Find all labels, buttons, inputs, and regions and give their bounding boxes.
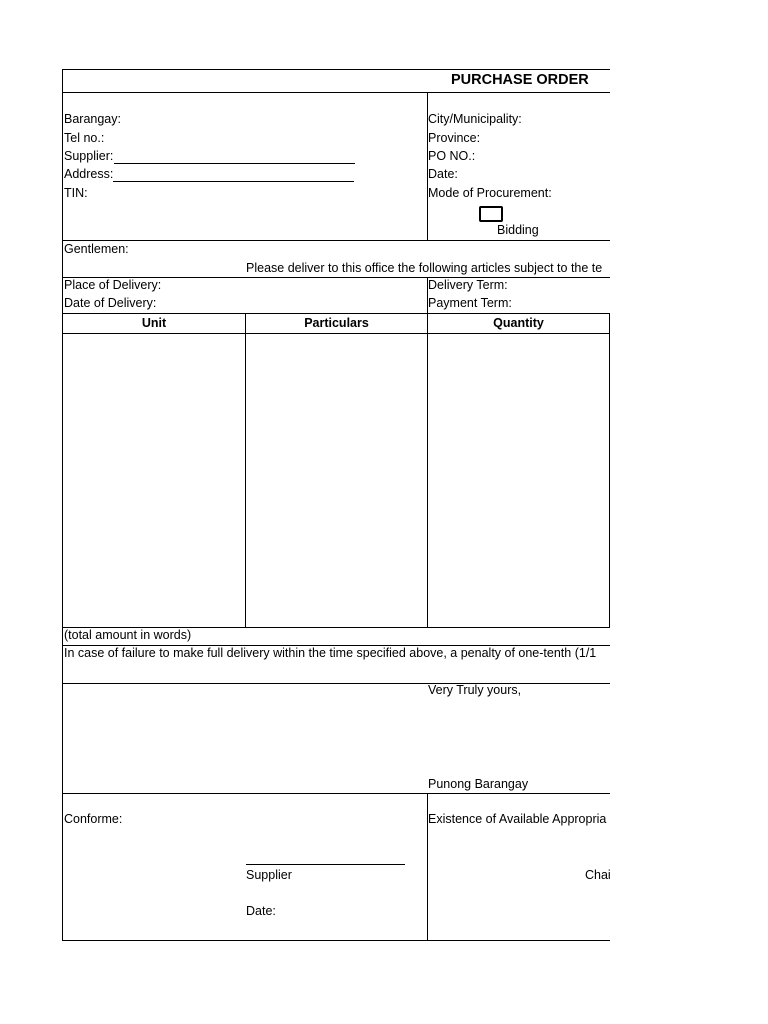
tel-label: Tel no.:	[64, 131, 105, 145]
total-amount-words-label: (total amount in words)	[64, 628, 192, 642]
border-bottom	[62, 940, 610, 941]
info-bottom-divider	[62, 240, 610, 241]
date-label: Date:	[428, 167, 458, 181]
column-header-quantity: Quantity	[493, 316, 544, 330]
bidding-label: Bidding	[497, 223, 539, 237]
supplier-date-label: Date:	[246, 904, 276, 918]
date-of-delivery-label: Date of Delivery:	[64, 296, 157, 310]
form-title: PURCHASE ORDER	[451, 72, 589, 88]
punong-barangay-label: Punong Barangay	[428, 777, 529, 791]
delivery-term-label: Delivery Term:	[428, 278, 508, 292]
border-left	[62, 69, 63, 941]
supplier-label: Supplier:	[64, 149, 114, 163]
table-top-border	[62, 313, 610, 314]
po-number-label: PO NO.:	[428, 149, 476, 163]
column-header-particulars: Particulars	[304, 316, 369, 330]
gentlemen-label: Gentlemen:	[64, 242, 129, 256]
penalty-divider	[62, 683, 610, 684]
signature-divider	[62, 793, 610, 794]
title-divider	[62, 92, 610, 93]
address-blank-line	[113, 181, 354, 182]
tin-label: TIN:	[64, 186, 88, 200]
payment-term-label: Payment Term:	[428, 296, 512, 310]
supplier-blank-line	[114, 163, 355, 164]
procurement-mode-label: Mode of Procurement:	[428, 186, 552, 200]
table-divider-particulars	[427, 313, 428, 628]
appropriation-label: Existence of Available Appropria	[428, 812, 607, 826]
province-label: Province:	[428, 131, 481, 145]
instruction-text: Please deliver to this office the following articles subject to the te	[246, 261, 603, 275]
border-top	[62, 69, 610, 70]
address-label: Address:	[64, 167, 114, 181]
bidding-checkbox[interactable]	[479, 206, 503, 222]
table-right-border	[609, 313, 610, 628]
supplier-signature-line	[246, 864, 405, 865]
table-header-divider	[62, 333, 610, 334]
city-label: City/Municipality:	[428, 112, 522, 126]
barangay-label: Barangay:	[64, 112, 121, 126]
chairman-label: Chai	[585, 868, 611, 882]
table-divider-unit	[245, 313, 246, 628]
column-header-unit: Unit	[141, 316, 167, 330]
place-of-delivery-label: Place of Delivery:	[64, 278, 162, 292]
conforme-label: Conforme:	[64, 812, 123, 826]
closing-text: Very Truly yours,	[428, 683, 522, 697]
supplier-signature-label: Supplier	[246, 868, 292, 882]
penalty-clause: In case of failure to make full delivery within the time specified above, a penalty of one-tenth (1/1	[64, 646, 597, 660]
